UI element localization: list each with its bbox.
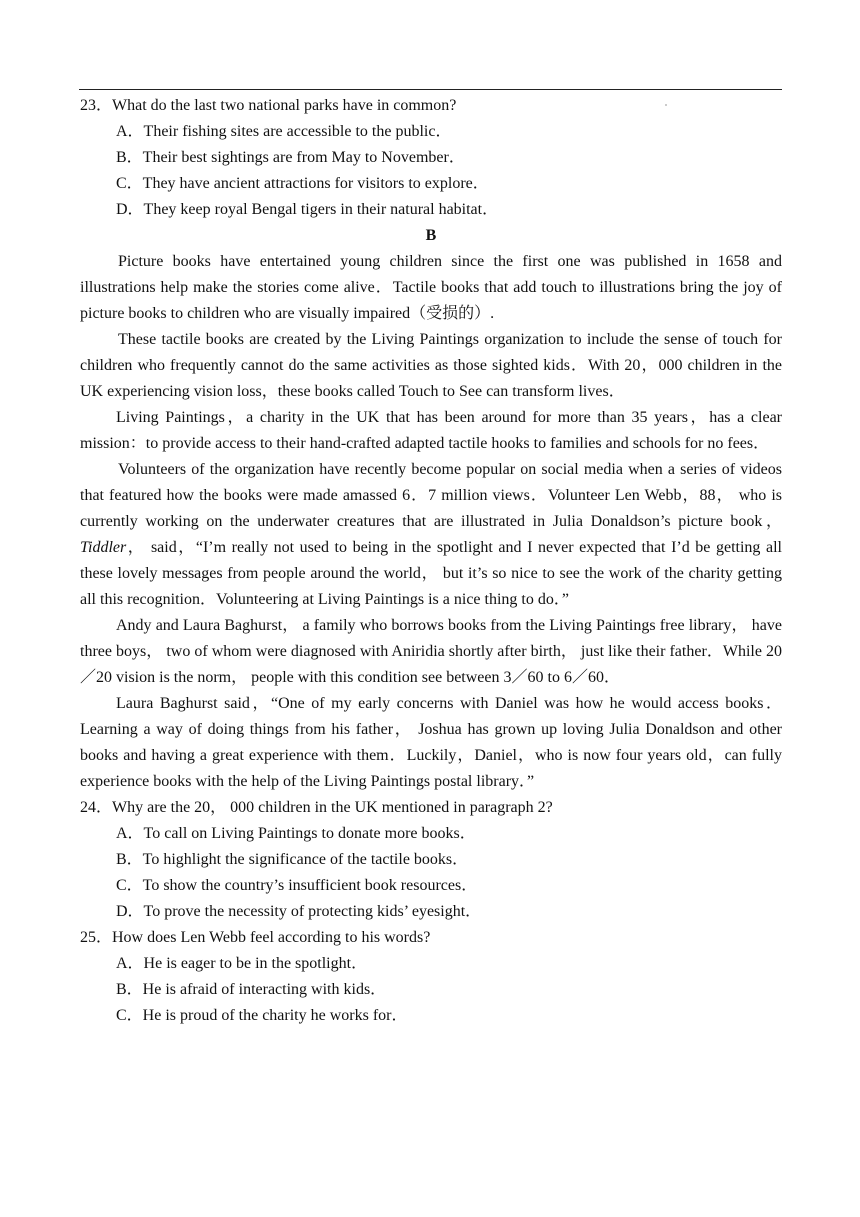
paragraph-6: Laura Baghurst said，“One of my early concerns with Daniel was how he would access books．Learning a way of doing things from his father， Joshua has grown up loving Julia Donaldson and other books and having a great experience with them．Luckily，Daniel，who is now four years old，can fully experience books with the help of the Living Paintings postal library．”: [80, 695, 782, 790]
option-b: B．He is afraid of interacting with kids．: [116, 981, 387, 998]
paragraph-3: Living Paintings，a charity in the UK that has been around for more than 35 years，has a clear mission：to provide access to their hand-crafted adapted tactile hooks to families and schools for no fees．: [80, 409, 782, 452]
option-c: C．They have ancient attractions for visitors to explore．: [116, 175, 489, 192]
option-a: A．To call on Living Paintings to donate more books．: [116, 825, 476, 842]
paragraph-5: Andy and Laura Baghurst， a family who borrows books from the Living Paintings free library， have three boys， two of whom were diagnosed with Aniridia shortly after birth， just like their father．While 20／20 vision is the norm， people with this condition see between 3／60 to 6／60．: [80, 617, 783, 686]
option-c: C．To show the country’s insufficient book resources．: [116, 877, 478, 894]
paragraph-1: Picture books have entertained young children since the first one was published in 1658 and illustrations help make the stories come alive．Tactile books that add touch to illustrations bring the joy of picture books to children who are visually impaired（受损的）.: [80, 253, 782, 322]
option-b: B．Their best sightings are from May to November．: [116, 149, 465, 166]
question-stem: 25．How does Len Webb feel according to his words?: [80, 929, 431, 946]
question-stem: 24．Why are the 20， 000 children in the UK mentioned in paragraph 2?: [80, 799, 553, 816]
option-b: B．To highlight the significance of the tactile books．: [116, 851, 469, 868]
question-25: [80, 925, 782, 1029]
reading-passage: [80, 249, 782, 795]
question-23: [80, 93, 782, 223]
paragraph-4-part-1: Volunteers of the organization have recently become popular on social media when a series of videos that featured how the books were made amassed 6．7 million views．Volunteer Len Webb，88， who is currently working on the underwater creatures that are illustrated in Julia Donaldson’s picture book，: [80, 461, 782, 530]
option-c: C．He is proud of the charity he works for．: [116, 1007, 408, 1024]
section-title: B: [425, 227, 437, 244]
option-d: D．To prove the necessity of protecting kids’ eyesight．: [116, 903, 482, 920]
header-rule: [79, 89, 782, 90]
option-a: A．He is eager to be in the spotlight．: [116, 955, 368, 972]
book-title: Tiddler: [80, 539, 127, 556]
option-d: D．They keep royal Bengal tigers in their natural habitat．: [116, 201, 499, 218]
question-stem: 23．What do the last two national parks have in common?: [80, 97, 457, 114]
option-a: A．Their fishing sites are accessible to the public．: [116, 123, 452, 140]
paragraph-2: These tactile books are created by the Living Paintings organization to include the sense of touch for children who frequently cannot do the same activities as those sighted kids．With 20，000 children in the UK experiencing vision loss，these books called Touch to See can transform lives．: [80, 331, 783, 400]
paragraph-4-part-2: ， said，“I’m really not used to being in the spotlight and I never expected that I’d be getting all these lovely messages from people around the world， but it’s so nice to see the work of the charity getting all this recognition．Volunteering at Living Paintings is a nice thing to do．”: [80, 539, 782, 608]
question-24: [80, 795, 782, 925]
paragraph-4: [80, 457, 782, 613]
page-content: [80, 93, 782, 1029]
